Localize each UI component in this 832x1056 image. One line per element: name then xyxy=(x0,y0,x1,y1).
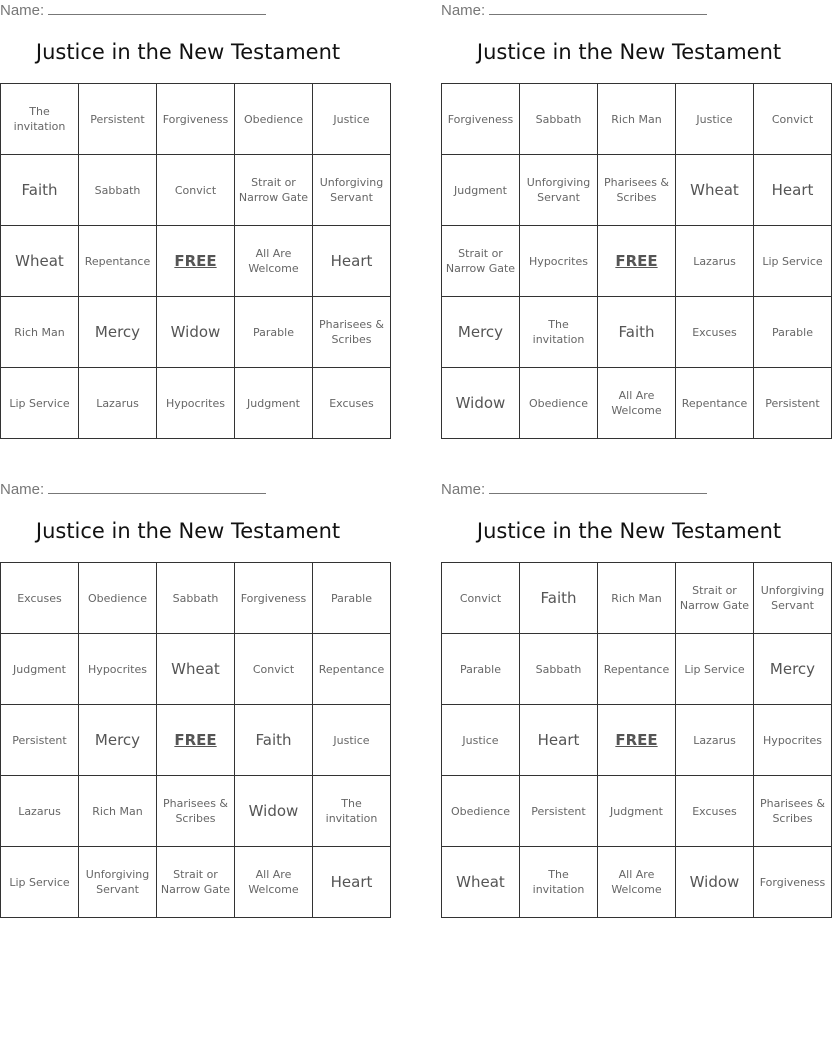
bingo-cell[interactable]: Widow xyxy=(676,847,754,918)
bingo-cell[interactable]: Justice xyxy=(676,84,754,155)
grid-row xyxy=(1,226,391,297)
bingo-cell[interactable]: Strait or Narrow Gate xyxy=(157,847,235,918)
grid-row xyxy=(1,705,391,776)
grid-row xyxy=(442,776,832,847)
bingo-cell[interactable]: Judgment xyxy=(235,368,313,439)
bingo-cell[interactable]: Pharisees & Scribes xyxy=(598,155,676,226)
bingo-cell[interactable]: Excuses xyxy=(676,297,754,368)
bingo-cell[interactable]: Widow xyxy=(157,297,235,368)
bingo-cell[interactable]: Judgment xyxy=(442,155,520,226)
name-blank-line[interactable] xyxy=(48,2,266,15)
bingo-cell[interactable]: Lip Service xyxy=(1,847,79,918)
grid-row xyxy=(1,847,391,918)
bingo-cell[interactable]: Mercy xyxy=(79,297,157,368)
bingo-cell[interactable]: Sabbath xyxy=(157,563,235,634)
bingo-cell[interactable]: Repentance xyxy=(313,634,391,705)
name-blank-line[interactable] xyxy=(489,2,707,15)
free-space[interactable]: FREE xyxy=(598,705,676,776)
bingo-grid xyxy=(441,83,832,439)
bingo-cell[interactable]: Mercy xyxy=(79,705,157,776)
grid-row xyxy=(442,634,832,705)
bingo-cell[interactable]: Unforgiving Servant xyxy=(313,155,391,226)
name-blank-line[interactable] xyxy=(48,481,266,494)
bingo-cell[interactable]: Justice xyxy=(442,705,520,776)
bingo-cell[interactable]: Pharisees & Scribes xyxy=(754,776,832,847)
bingo-cell[interactable]: Excuses xyxy=(1,563,79,634)
bingo-cell[interactable]: All Are Welcome xyxy=(598,368,676,439)
grid-row xyxy=(442,84,832,155)
bingo-cell[interactable]: Rich Man xyxy=(598,563,676,634)
bingo-cell[interactable]: Mercy xyxy=(754,634,832,705)
bingo-cell[interactable]: Faith xyxy=(520,563,598,634)
bingo-cell[interactable]: Obedience xyxy=(235,84,313,155)
bingo-cell[interactable]: Repentance xyxy=(79,226,157,297)
card-title: Justice in the New Testament xyxy=(35,40,341,64)
grid-row xyxy=(442,847,832,918)
bingo-cell[interactable]: Unforgiving Servant xyxy=(754,563,832,634)
grid-row xyxy=(442,226,832,297)
bingo-cell[interactable]: Convict xyxy=(754,84,832,155)
bingo-cell[interactable]: Lazarus xyxy=(1,776,79,847)
bingo-cell[interactable]: Lazarus xyxy=(79,368,157,439)
name-blank-line[interactable] xyxy=(489,481,707,494)
bingo-cell[interactable]: Persistent xyxy=(1,705,79,776)
bingo-cell[interactable]: Unforgiving Servant xyxy=(520,155,598,226)
bingo-cell[interactable]: Hypocrites xyxy=(79,634,157,705)
grid-row xyxy=(1,155,391,226)
bingo-cell[interactable]: Parable xyxy=(754,297,832,368)
grid-row xyxy=(1,84,391,155)
bingo-grid xyxy=(0,562,391,918)
bingo-cell[interactable]: Hypocrites xyxy=(157,368,235,439)
bingo-cell[interactable]: The invitation xyxy=(520,297,598,368)
name-label: Name: xyxy=(0,481,45,498)
bingo-cell[interactable]: Faith xyxy=(598,297,676,368)
bingo-cell[interactable]: Strait or Narrow Gate xyxy=(235,155,313,226)
card-title: Justice in the New Testament xyxy=(476,40,782,64)
bingo-cell[interactable]: Judgment xyxy=(1,634,79,705)
bingo-cell[interactable]: The invitation xyxy=(1,84,79,155)
bingo-cell[interactable]: All Are Welcome xyxy=(598,847,676,918)
name-label: Name: xyxy=(0,2,45,19)
bingo-cell[interactable]: Persistent xyxy=(520,776,598,847)
bingo-cell[interactable]: Wheat xyxy=(442,847,520,918)
bingo-cell[interactable]: Excuses xyxy=(313,368,391,439)
bingo-cell[interactable]: Forgiveness xyxy=(754,847,832,918)
bingo-cell[interactable]: Hypocrites xyxy=(754,705,832,776)
name-field[interactable] xyxy=(0,481,266,498)
bingo-cell[interactable]: Repentance xyxy=(598,634,676,705)
bingo-cell[interactable]: Repentance xyxy=(676,368,754,439)
bingo-cell[interactable]: Wheat xyxy=(157,634,235,705)
bingo-grid xyxy=(0,83,391,439)
bingo-cell[interactable]: Rich Man xyxy=(1,297,79,368)
grid-row xyxy=(442,368,832,439)
bingo-cell[interactable]: The invitation xyxy=(520,847,598,918)
bingo-cell[interactable]: Strait or Narrow Gate xyxy=(676,563,754,634)
bingo-cell[interactable]: Heart xyxy=(754,155,832,226)
bingo-cell[interactable]: Wheat xyxy=(676,155,754,226)
bingo-cell[interactable]: Rich Man xyxy=(598,84,676,155)
bingo-cell[interactable]: Mercy xyxy=(442,297,520,368)
bingo-cell[interactable]: Faith xyxy=(235,705,313,776)
bingo-cell[interactable]: Convict xyxy=(157,155,235,226)
grid-row xyxy=(1,368,391,439)
bingo-cell[interactable]: Judgment xyxy=(598,776,676,847)
grid-row xyxy=(1,297,391,368)
bingo-cell[interactable]: All Are Welcome xyxy=(235,226,313,297)
bingo-grid xyxy=(441,562,832,918)
bingo-cell[interactable]: Parable xyxy=(313,563,391,634)
bingo-cell[interactable]: Convict xyxy=(235,634,313,705)
bingo-cell[interactable]: Lip Service xyxy=(676,634,754,705)
grid-row xyxy=(1,563,391,634)
bingo-cell[interactable]: Hypocrites xyxy=(520,226,598,297)
bingo-cell[interactable]: Forgiveness xyxy=(157,84,235,155)
bingo-cell[interactable]: Lip Service xyxy=(1,368,79,439)
bingo-cell[interactable]: Lazarus xyxy=(676,705,754,776)
bingo-cell[interactable]: Lip Service xyxy=(754,226,832,297)
grid-row xyxy=(1,776,391,847)
name-label: Name: xyxy=(441,2,486,19)
name-field[interactable] xyxy=(441,2,707,19)
bingo-cell[interactable]: Parable xyxy=(235,297,313,368)
bingo-cell[interactable]: Unforgiving Servant xyxy=(79,847,157,918)
bingo-cell[interactable]: All Are Welcome xyxy=(235,847,313,918)
bingo-cell[interactable]: Convict xyxy=(442,563,520,634)
name-field[interactable] xyxy=(0,2,266,19)
bingo-cell[interactable]: Obedience xyxy=(79,563,157,634)
grid-row xyxy=(442,155,832,226)
bingo-cell[interactable]: Justice xyxy=(313,84,391,155)
grid-row xyxy=(442,297,832,368)
bingo-cell[interactable]: Rich Man xyxy=(79,776,157,847)
grid-row xyxy=(442,563,832,634)
bingo-cell[interactable]: Widow xyxy=(442,368,520,439)
name-field[interactable] xyxy=(441,481,707,498)
free-space[interactable]: FREE xyxy=(598,226,676,297)
bingo-cell[interactable]: Sabbath xyxy=(79,155,157,226)
bingo-cell[interactable]: Forgiveness xyxy=(235,563,313,634)
bingo-cell[interactable]: Pharisees & Scribes xyxy=(157,776,235,847)
card-title: Justice in the New Testament xyxy=(35,519,341,543)
name-label: Name: xyxy=(441,481,486,498)
bingo-cell[interactable]: Heart xyxy=(520,705,598,776)
bingo-cell[interactable]: Lazarus xyxy=(676,226,754,297)
bingo-cell[interactable]: Obedience xyxy=(442,776,520,847)
bingo-cell[interactable]: Justice xyxy=(313,705,391,776)
bingo-cell[interactable]: Heart xyxy=(313,226,391,297)
bingo-cell[interactable]: Wheat xyxy=(1,226,79,297)
bingo-cell[interactable]: Excuses xyxy=(676,776,754,847)
bingo-cell[interactable]: Obedience xyxy=(520,368,598,439)
bingo-cell[interactable]: Pharisees & Scribes xyxy=(313,297,391,368)
bingo-cell[interactable]: Faith xyxy=(1,155,79,226)
free-space[interactable]: FREE xyxy=(157,226,235,297)
grid-row xyxy=(442,705,832,776)
bingo-cell[interactable]: Sabbath xyxy=(520,634,598,705)
grid-row xyxy=(1,634,391,705)
bingo-cell[interactable]: Strait or Narrow Gate xyxy=(442,226,520,297)
bingo-cell[interactable]: Forgiveness xyxy=(442,84,520,155)
bingo-cell[interactable]: Heart xyxy=(313,847,391,918)
bingo-cell[interactable]: Persistent xyxy=(79,84,157,155)
free-space[interactable]: FREE xyxy=(157,705,235,776)
bingo-cell[interactable]: Persistent xyxy=(754,368,832,439)
card-title: Justice in the New Testament xyxy=(476,519,782,543)
bingo-cell[interactable]: Widow xyxy=(235,776,313,847)
bingo-cell[interactable]: The invitation xyxy=(313,776,391,847)
bingo-cell[interactable]: Parable xyxy=(442,634,520,705)
bingo-cell[interactable]: Sabbath xyxy=(520,84,598,155)
